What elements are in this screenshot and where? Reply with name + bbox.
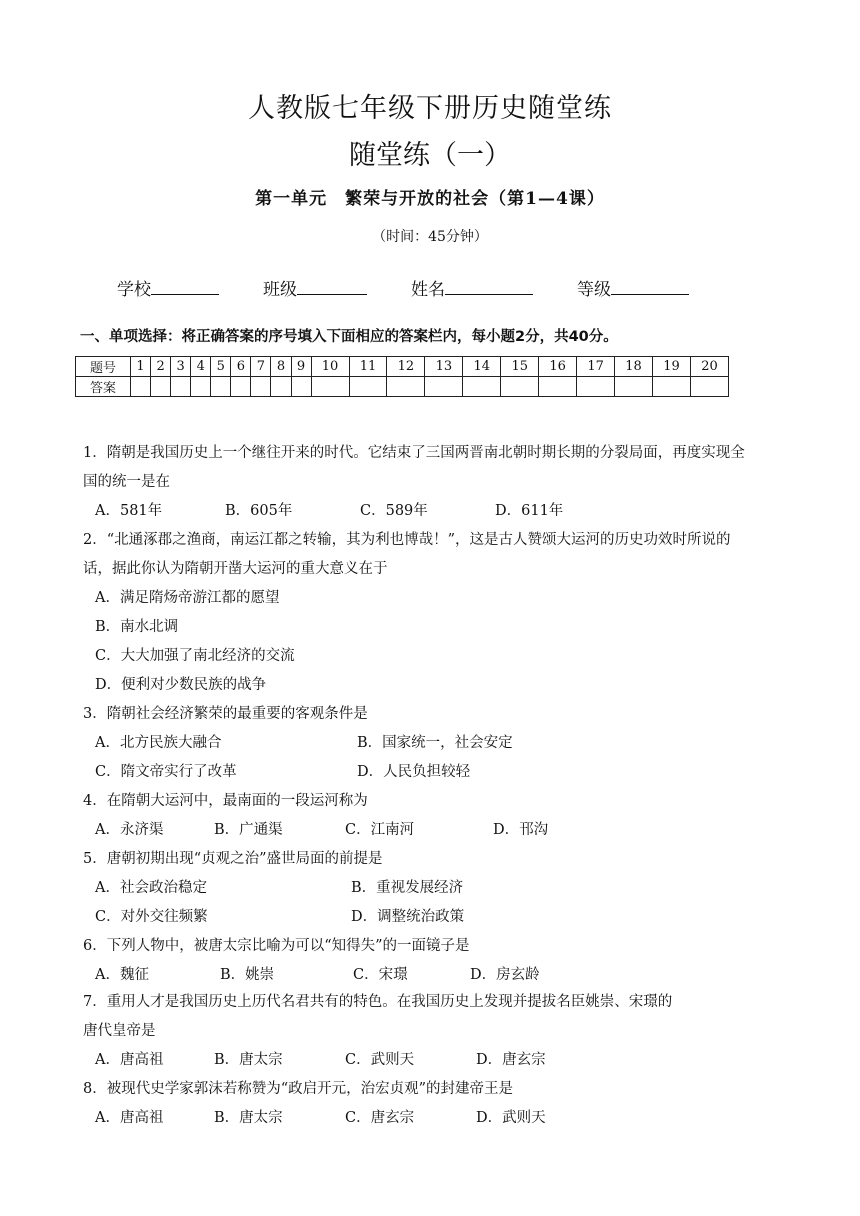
answer-option[interactable]: C．宋璟 [353, 967, 408, 983]
class-label: 班级 [263, 280, 297, 300]
grade-label: 等级 [577, 280, 611, 300]
question-number-cell: 5 [211, 357, 231, 377]
answer-cell[interactable] [577, 377, 615, 397]
page-subtitle: 随堂练（一） [349, 140, 511, 171]
answer-option[interactable]: A．唐高祖 [95, 1110, 164, 1126]
answer-option[interactable]: D．房玄龄 [470, 967, 540, 983]
answer-option[interactable]: A．永济渠 [95, 822, 164, 838]
time-limit: （时间：45分钟） [372, 229, 488, 245]
question-stem: 8．被现代史学家郭沫若称赞为“政启开元，治宏贞观”的封建帝王是 [83, 1081, 514, 1097]
class-blank[interactable] [297, 276, 367, 295]
answer-cell[interactable] [131, 377, 151, 397]
unit-heading: 第一单元 繁荣与开放的社会（第1—4课） [255, 189, 605, 209]
answer-option[interactable]: C．大大加强了南北经济的交流 [95, 648, 295, 664]
answer-cell[interactable] [463, 377, 501, 397]
grade-blank[interactable] [611, 276, 689, 295]
question-number-cell: 8 [271, 357, 291, 377]
answer-cell[interactable] [425, 377, 463, 397]
answer-cell[interactable] [231, 377, 251, 397]
question-stem-continued: 话，据此你认为隋朝开凿大运河的重大意义在于 [83, 561, 388, 577]
answer-cell[interactable] [311, 377, 349, 397]
question-number-cell: 3 [171, 357, 191, 377]
answer-cell[interactable] [211, 377, 231, 397]
name-blank[interactable] [445, 276, 533, 295]
answer-option[interactable]: B．广通渠 [214, 822, 283, 838]
answer-option[interactable]: D．611年 [495, 503, 564, 519]
answer-option[interactable]: C．唐玄宗 [345, 1110, 415, 1126]
answer-cell[interactable] [171, 377, 191, 397]
class-field[interactable] [263, 275, 367, 300]
answer-cell[interactable] [653, 377, 691, 397]
question-number-cell: 14 [463, 357, 501, 377]
question-number-cell: 16 [539, 357, 577, 377]
question-number-cell: 11 [349, 357, 387, 377]
question-number-cell: 19 [653, 357, 691, 377]
answer-cell[interactable] [251, 377, 271, 397]
question-number-cell: 1 [131, 357, 151, 377]
question-stem: 2．“北通涿郡之渔商，南运江都之转输，其为利也博哉！”，这是古人赞颂大运河的历史功效时所说的 [83, 532, 731, 548]
question-stem: 4．在隋朝大运河中，最南面的一段运河称为 [83, 793, 368, 809]
answer-cell[interactable] [151, 377, 171, 397]
section-instruction: 一、单项选择：将正确答案的序号填入下面相应的答案栏内，每小题2分，共40分。 [80, 329, 618, 345]
row-label-number: 题号 [76, 357, 131, 377]
answer-option[interactable]: C．隋文帝实行了改革 [95, 764, 237, 780]
question-stem: 7．重用人才是我国历史上历代名君共有的特色。在我国历史上发现并提拔名臣姚崇、宋璟的 [83, 994, 673, 1010]
answer-row [76, 377, 729, 397]
question-stem-continued: 唐代皇帝是 [83, 1023, 156, 1039]
answer-cell[interactable] [501, 377, 539, 397]
answer-option[interactable]: D．人民负担较轻 [357, 764, 471, 780]
answer-option[interactable]: B．南水北调 [95, 619, 179, 635]
answer-cell[interactable] [387, 377, 425, 397]
answer-cell[interactable] [191, 377, 211, 397]
question-number-cell: 20 [690, 357, 728, 377]
answer-option[interactable]: D．调整统治政策 [351, 909, 465, 925]
answer-option[interactable]: C．武则天 [345, 1052, 415, 1068]
answer-option[interactable]: B．国家统一，社会安定 [357, 735, 513, 751]
school-field[interactable] [117, 275, 219, 300]
answer-option[interactable]: D．唐玄宗 [476, 1052, 546, 1068]
question-number-cell: 2 [151, 357, 171, 377]
name-label: 姓名 [411, 280, 445, 300]
answer-option[interactable]: B．唐太宗 [214, 1110, 283, 1126]
question-stem-continued: 国的统一是在 [83, 474, 170, 490]
answer-cell[interactable] [291, 377, 311, 397]
name-field[interactable] [411, 275, 533, 300]
answer-option[interactable]: B．唐太宗 [214, 1052, 283, 1068]
answer-option[interactable]: C．589年 [360, 503, 428, 519]
answer-option[interactable]: A．北方民族大融合 [95, 735, 222, 751]
answer-option[interactable]: C．江南河 [345, 822, 415, 838]
question-stem: 5．唐朝初期出现“贞观之治”盛世局面的前提是 [83, 851, 383, 867]
answer-cell[interactable] [349, 377, 387, 397]
question-number-cell: 7 [251, 357, 271, 377]
question-stem: 3．隋朝社会经济繁荣的最重要的客观条件是 [83, 706, 368, 722]
answer-option[interactable]: A．魏征 [95, 967, 149, 983]
question-number-cell: 6 [231, 357, 251, 377]
answer-cell[interactable] [539, 377, 577, 397]
answer-option[interactable]: A．满足隋炀帝游江都的愿望 [95, 590, 280, 606]
answer-option[interactable]: B．姚崇 [220, 967, 275, 983]
question-number-row [76, 357, 729, 377]
question-number-cell: 12 [387, 357, 425, 377]
answer-option[interactable]: D．武则天 [476, 1110, 546, 1126]
question-number-cell: 15 [501, 357, 539, 377]
school-blank[interactable] [151, 276, 219, 295]
school-label: 学校 [117, 280, 151, 300]
answer-option[interactable]: C．对外交往频繁 [95, 909, 208, 925]
question-number-cell: 4 [191, 357, 211, 377]
answer-option[interactable]: D．便利对少数民族的战争 [95, 677, 267, 693]
answer-option[interactable]: B．605年 [225, 503, 293, 519]
question-number-cell: 9 [291, 357, 311, 377]
answer-cell[interactable] [615, 377, 653, 397]
grade-field[interactable] [577, 275, 689, 300]
answer-table [75, 356, 729, 397]
answer-option[interactable]: A．唐高祖 [95, 1052, 164, 1068]
answer-option[interactable]: A．社会政治稳定 [95, 880, 207, 896]
answer-option[interactable]: D．邗沟 [493, 822, 549, 838]
answer-cell[interactable] [690, 377, 728, 397]
question-stem: 6．下列人物中，被唐太宗比喻为可以“知得失”的一面镜子是 [83, 938, 470, 954]
page-title: 人教版七年级下册历史随堂练 [248, 93, 612, 124]
answer-option[interactable]: A．581年 [95, 503, 163, 519]
question-number-cell: 17 [577, 357, 615, 377]
question-number-cell: 10 [311, 357, 349, 377]
question-number-cell: 18 [615, 357, 653, 377]
question-number-cell: 13 [425, 357, 463, 377]
question-stem: 1．隋朝是我国历史上一个继往开来的时代。它结束了三国两晋南北朝时期长期的分裂局面，再度实现全 [83, 445, 745, 461]
row-label-answer: 答案 [76, 377, 131, 397]
answer-option[interactable]: B．重视发展经济 [351, 880, 464, 896]
answer-cell[interactable] [271, 377, 291, 397]
